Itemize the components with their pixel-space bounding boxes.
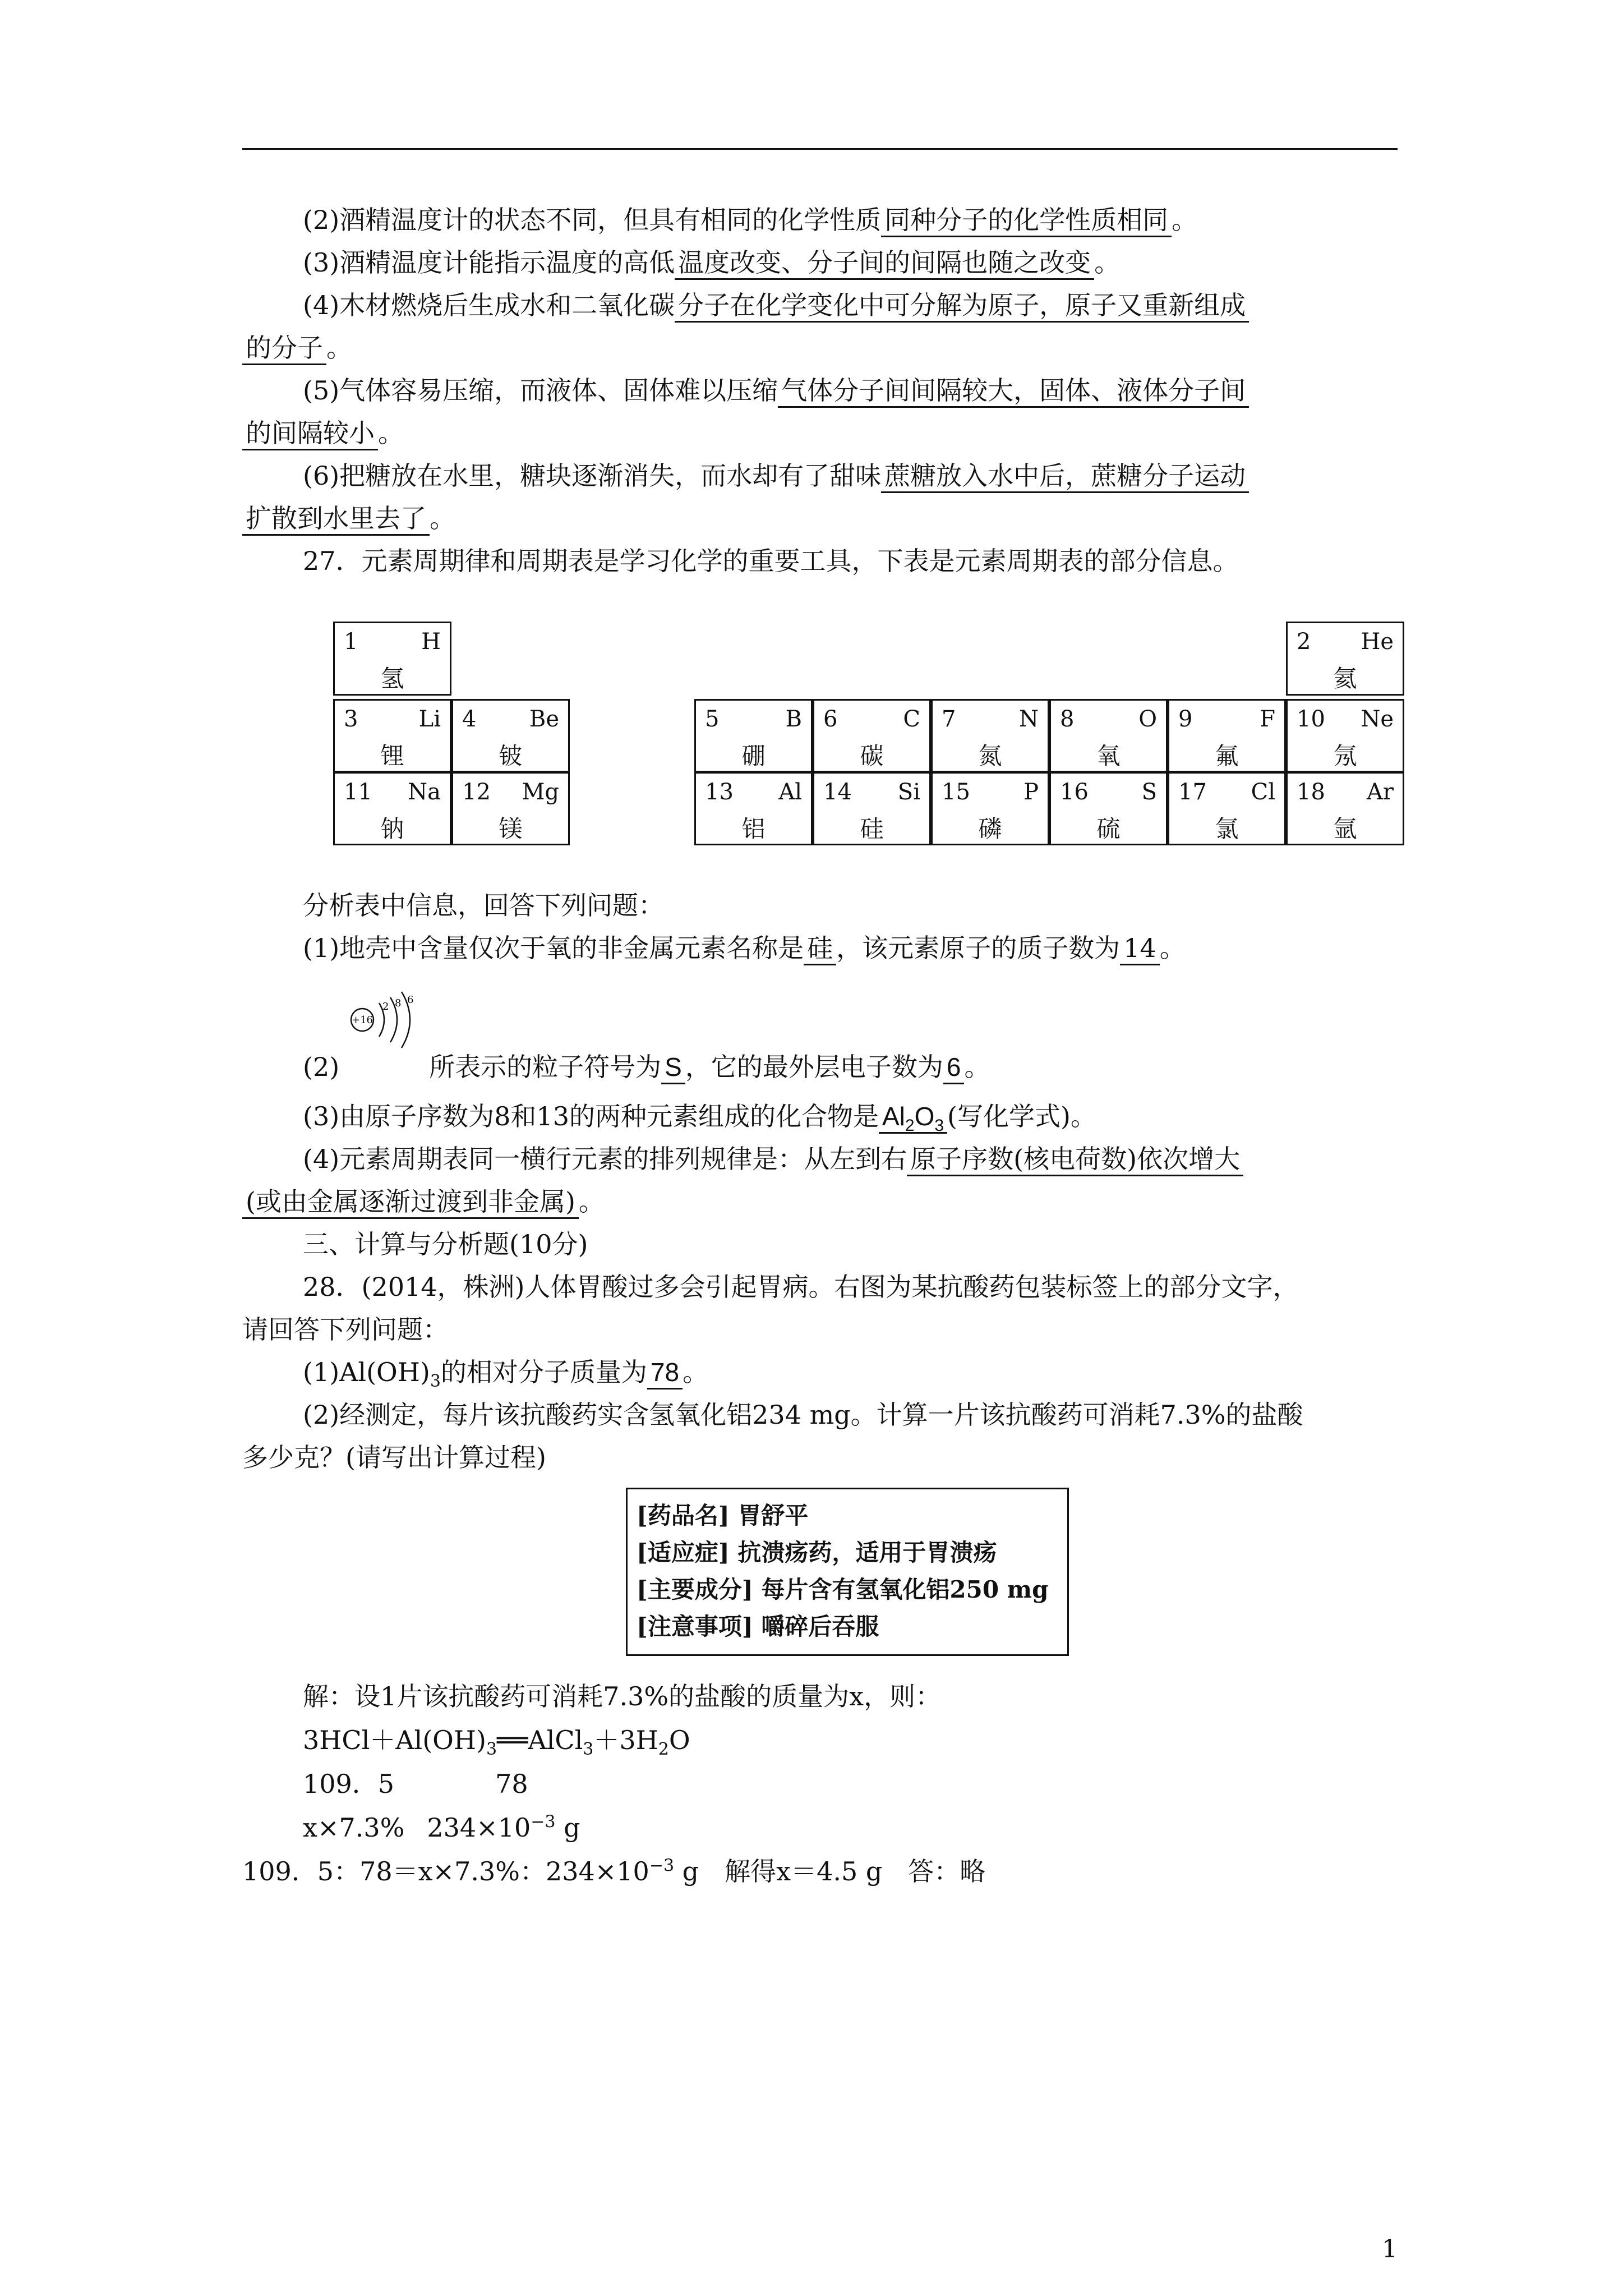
q26-item-5: (5)气体容易压缩，而液体、固体难以压缩 气体分子间间隔较大，固体、液体分子间 xyxy=(303,374,1249,408)
element-symbol: C xyxy=(903,706,920,732)
element-name: 铝 xyxy=(741,815,766,843)
element-cell xyxy=(931,699,1049,772)
label-line-notes: [注意事项] 嚼碎后吞服 xyxy=(637,1613,879,1640)
atomic-number: 13 xyxy=(705,779,734,805)
q28-item-2-cont: 多少克？(请写出计算过程) xyxy=(242,1442,546,1473)
element-symbol: Cl xyxy=(1251,779,1275,805)
atomic-number: 16 xyxy=(1060,779,1089,805)
element-name: 氩 xyxy=(1333,815,1357,843)
element-name: 铍 xyxy=(499,742,523,770)
element-symbol: N xyxy=(1019,706,1039,732)
q26-item-2: (2)酒精温度计的状态不同，但具有相同的化学性质 同种分子的化学性质相同 。 xyxy=(303,203,1197,237)
answer-blank: S xyxy=(661,1051,685,1084)
header-rule xyxy=(242,148,1398,150)
atomic-number: 17 xyxy=(1178,779,1207,805)
answer-blank: (或由金属逐渐过渡到非金属) xyxy=(242,1186,579,1219)
element-cell xyxy=(333,699,451,772)
atomic-number: 15 xyxy=(942,779,970,805)
q27-item-3: (3)由原子序数为8和13的两种元素组成的化合物是 $Al_2O_3$ (写化学式)。 xyxy=(303,1101,1096,1135)
q27-item-4-cont: (或由金属逐渐过渡到非金属) 。 xyxy=(242,1185,605,1219)
q26-item-4-cont: 的分子 。 xyxy=(242,331,352,365)
element-symbol: H xyxy=(421,629,441,655)
answer-blank: 同种分子的化学性质相同 xyxy=(881,204,1172,237)
mass-line: x×7.3% $234\times 10^{-3}$ g xyxy=(303,1812,580,1843)
page-number: 1 xyxy=(1382,2235,1398,2263)
q28-line-1: 28．(2014，株洲)人体胃酸过多会引起胃病。右图为某抗酸药包装标签上的部分文字， xyxy=(303,1272,1299,1302)
atomic-number: 2 xyxy=(1297,629,1311,655)
atomic-number: 4 xyxy=(462,706,477,732)
molar-mass-line: 109．5 78 xyxy=(303,1769,528,1799)
label-line-drug-name: [药品名] 胃舒平 xyxy=(637,1502,809,1529)
element-symbol: Si xyxy=(897,779,920,805)
element-name: 氧 xyxy=(1096,742,1121,770)
final-answer: 109．5：78＝x×7.3%：$234\times 10^{-3}$ g 解得x＝4.5 g 答：略 xyxy=(242,1856,986,1887)
answer-blank: 原子序数(核电荷数)依次增大 xyxy=(907,1143,1243,1176)
label-line-ingredient: [主要成分] 每片含有氢氧化铝250 mg xyxy=(637,1576,1049,1603)
element-symbol: F xyxy=(1260,706,1275,732)
atomic-number: 14 xyxy=(823,779,852,805)
element-symbol: S xyxy=(1141,779,1157,805)
answer-blank: 温度改变、分子间的间隔也随之改变 xyxy=(675,247,1094,280)
element-cell xyxy=(1049,699,1168,772)
answer-blank: 6 xyxy=(943,1051,965,1084)
atomic-number: 11 xyxy=(344,779,372,805)
element-symbol: O xyxy=(1138,706,1157,732)
element-symbol: Al xyxy=(778,779,802,805)
answer-blank: 硅 xyxy=(804,932,836,965)
element-cell xyxy=(694,772,813,845)
chemical-equation: $3HCl+Al(OH)_3══AlCl_3+3H_2O$ xyxy=(303,1725,690,1760)
answer-blank: 14 xyxy=(1120,932,1160,965)
shell-2-electrons: 8 xyxy=(395,997,402,1009)
element-symbol: P xyxy=(1023,779,1039,805)
element-cell xyxy=(333,622,451,696)
element-cell xyxy=(1286,699,1404,772)
element-cell xyxy=(1168,699,1286,772)
element-cell xyxy=(451,772,570,845)
q26-item-6-cont: 扩散到水里去了 。 xyxy=(242,501,455,536)
q26-item-4: (4)木材燃烧后生成水和二氧化碳 分子在化学变化中可分解为原子，原子又重新组成 xyxy=(303,288,1249,323)
atomic-number: 10 xyxy=(1297,706,1325,732)
atomic-number: 9 xyxy=(1178,706,1193,732)
element-symbol: Li xyxy=(418,706,441,732)
q27-item-1: (1)地壳中含量仅次于氧的非金属元素名称是 硅 ，该元素原子的质子数为 14 。 xyxy=(303,931,1186,965)
element-name: 氯 xyxy=(1215,815,1239,843)
element-cell xyxy=(931,772,1049,845)
q27-item-4: (4)元素周期表同一横行元素的排列规律是：从左到右 原子序数(核电荷数)依次增大 xyxy=(303,1142,1243,1176)
atomic-number: 1 xyxy=(344,629,358,655)
answer-blank: 的间隔较小 xyxy=(242,417,378,450)
atomic-number: 12 xyxy=(462,779,491,805)
atomic-number: 6 xyxy=(823,706,838,732)
q28-item-1: $(1)Al(OH)_3$的相对分子质量为 78 。 xyxy=(303,1357,709,1392)
q27-intro: 27．元素周期律和周期表是学习化学的重要工具，下表是元素周期表的部分信息。 xyxy=(303,546,1239,576)
section-heading: 三、计算与分析题(10分) xyxy=(303,1229,588,1259)
q27-analyze: 分析表中信息，回答下列问题： xyxy=(303,890,664,921)
solution-intro: 解：设1片该抗酸药可消耗7.3%的盐酸的质量为x，则： xyxy=(303,1681,942,1711)
atomic-number: 18 xyxy=(1297,779,1325,805)
q28-item-2: (2)经测定，每片该抗酸药实含氢氧化铝234 mg。计算一片该抗酸药可消耗7.3%的盐酸 xyxy=(303,1400,1303,1430)
answer-blank: 扩散到水里去了 xyxy=(242,503,430,536)
element-name: 硼 xyxy=(741,742,766,770)
element-cell xyxy=(451,699,570,772)
element-symbol: He xyxy=(1361,629,1394,655)
element-cell xyxy=(813,699,931,772)
element-cell xyxy=(813,772,931,845)
element-symbol: Be xyxy=(529,706,559,732)
answer-blank: $Al_2O_3$ xyxy=(879,1101,947,1134)
atomic-number: 8 xyxy=(1060,706,1075,732)
q27-item-2: (2) 所表示的粒子符号为 S ，它的最外层电子数为 6 。 xyxy=(303,1050,990,1084)
element-symbol: Mg xyxy=(522,779,559,805)
atomic-number: 3 xyxy=(344,706,358,732)
element-name: 氮 xyxy=(978,742,1002,770)
element-cell xyxy=(333,772,451,845)
drug-label-box xyxy=(626,1488,1069,1656)
answer-blank: 的分子 xyxy=(242,332,326,365)
element-cell xyxy=(1286,772,1404,845)
element-symbol: Ne xyxy=(1361,706,1394,732)
q26-item-5-cont: 的间隔较小 。 xyxy=(242,416,404,450)
label-line-indication: [适应症] 抗溃疡药，适用于胃溃疡 xyxy=(637,1539,997,1566)
element-symbol: Na xyxy=(408,779,441,805)
q26-item-6: (6)把糖放在水里，糖块逐渐消失，而水却有了甜味 蔗糖放入水中后，蔗糖分子运动 xyxy=(303,459,1249,493)
element-name: 锂 xyxy=(380,742,404,770)
element-name: 氖 xyxy=(1333,742,1357,770)
element-cell xyxy=(1168,772,1286,845)
answer-blank: 分子在化学变化中可分解为原子，原子又重新组成 xyxy=(675,289,1249,323)
element-name: 磷 xyxy=(978,815,1002,843)
shell-3-electrons: 6 xyxy=(407,994,414,1006)
element-name: 氦 xyxy=(1333,665,1357,692)
element-name: 碳 xyxy=(860,742,884,770)
element-name: 氢 xyxy=(380,665,404,692)
atomic-number: 7 xyxy=(942,706,956,732)
answer-blank: 78 xyxy=(647,1356,683,1389)
periodic-table xyxy=(333,622,1417,857)
element-name: 氟 xyxy=(1215,742,1239,770)
element-name: 钠 xyxy=(380,815,404,843)
element-cell xyxy=(1286,622,1404,696)
atomic-number: 5 xyxy=(705,706,720,732)
shell-1-electrons: 2 xyxy=(382,1001,389,1013)
q28-line-2: 请回答下列问题： xyxy=(242,1314,449,1345)
answer-blank: 蔗糖放入水中后，蔗糖分子运动 xyxy=(881,460,1249,493)
element-symbol: B xyxy=(785,706,802,732)
answer-blank: 气体分子间间隔较大，固体、液体分子间 xyxy=(778,375,1249,408)
element-symbol: Ar xyxy=(1366,779,1394,805)
element-name: 镁 xyxy=(499,815,523,843)
q26-item-3: (3)酒精温度计能指示温度的高低 温度改变、分子间的间隔也随之改变 。 xyxy=(303,246,1120,280)
element-name: 硅 xyxy=(860,815,884,843)
element-cell xyxy=(1049,772,1168,845)
nucleus-charge: +16 xyxy=(352,1014,373,1026)
element-cell xyxy=(694,699,813,772)
element-name: 硫 xyxy=(1096,815,1121,843)
